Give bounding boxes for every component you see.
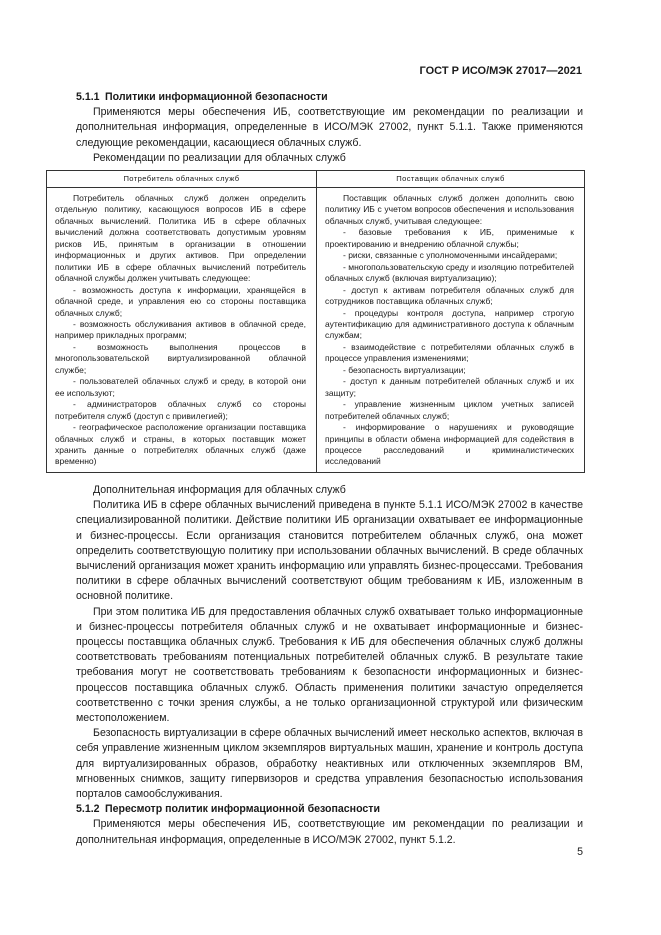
table-paragraph: Потребитель облачных служб должен определить отдельную политику, касающуюся вопросов ИБ в сфере облачных вычислений. Политика ИБ в сфере облачных вычислений должна соответствовать допустимым уровням рисков ИБ, принятым в организации в отношении информационных и других активов. При определении политики ИБ в сфере облачных вычислений потребитель облачной службы должен учитывать следующее: bbox=[55, 193, 306, 284]
paragraph: Политика ИБ в сфере облачных вычислений приведена в пункте 5.1.1 ИСО/МЭК 27002 в качестве специализированной политики. Действие политики ИБ организации охватывает ее информационные и бизнес-процессы. Если организация становится потребителем облачных служб, она может определить соответствующую политику при использовании облачных вычислений. В среде облачных вычислений организация может хранить информацию или управлять бизнес-процессами. Требования политики в сфере облачных вычислений соответствуют общим требованиям к ИБ, изложенным в основной политике. bbox=[76, 499, 583, 603]
document-header: ГОСТ Р ИСО/МЭК 27017—2021 bbox=[419, 65, 582, 77]
section-number: 5.1.1 bbox=[76, 91, 100, 103]
table-header-row bbox=[47, 171, 585, 188]
page-number: 5 bbox=[577, 846, 583, 858]
table-list-item: - базовые требования к ИБ, применимые к проектированию и внедрению облачной службы; bbox=[325, 227, 574, 249]
table-list-item: - возможность выполнения процессов в многопользовательской виртуализированной облачной службе; bbox=[55, 341, 306, 375]
paragraph: Применяются меры обеспечения ИБ, соответствующие им рекомендации по реализации и дополнительная информация, определенные в ИСО/МЭК 27002, пункт 5.1.2. bbox=[76, 818, 583, 846]
table-row bbox=[47, 188, 585, 473]
column-header-provider: Поставщик облачных служб bbox=[317, 171, 585, 188]
consumer-cell bbox=[47, 188, 317, 473]
paragraph: Рекомендации по реализации для облачных служб bbox=[93, 151, 346, 164]
table-list-item: - возможность обслуживания активов в облачной среде, например прикладных программ; bbox=[55, 319, 306, 341]
table-list-item: - безопасность виртуализации; bbox=[343, 364, 466, 375]
table-list-item: - информирование о нарушениях и руководящие принципы в области обмена информацией для содействия в процессе расследований и криминалистических исследований bbox=[325, 422, 574, 467]
column-header-consumer: Потребитель облачных служб bbox=[47, 171, 317, 188]
table-list-item: - доступ к активам потребителя облачных служб для сотрудников поставщика облачных служб; bbox=[325, 284, 574, 307]
table-list-item: - возможность доступа к информации, хранящейся в облачной среде, и управления ею со стороны поставщика облачных служб; bbox=[55, 284, 306, 318]
table-list-item: - процедуры контроля доступа, например строгую аутентификацию для административного доступа к облачным службам; bbox=[325, 307, 574, 341]
table-list-item: - многопользовательскую среду и изоляцию потребителей облачных служб (включая виртуализацию); bbox=[325, 261, 574, 284]
section-title: Политики информационной безопасности bbox=[105, 91, 328, 103]
table-list-item: - администраторов облачных служб со стороны потребителя служб (доступ с привилегией); bbox=[55, 399, 306, 421]
page-content bbox=[55, 90, 583, 848]
table-list-item: - взаимодействие с потребителями облачных служб в процессе управления изменениями; bbox=[325, 341, 574, 364]
paragraph: Применяются меры обеспечения ИБ, соответствующие им рекомендации по реализации и дополнительная информация, определенные в ИСО/МЭК 27002, пункт 5.1.1. Также применяются следующие рекомендации, касающиеся облачных служб. bbox=[76, 106, 583, 149]
section-title: Пересмотр политик информационной безопасности bbox=[105, 803, 380, 816]
subheading: Дополнительная информация для облачных служб bbox=[93, 483, 346, 496]
table-list-item: - управление жизненным циклом учетных записей потребителей облачных служб; bbox=[325, 399, 574, 421]
table-list-item: - пользователей облачных служб и среду, в которой они ее используют; bbox=[55, 376, 306, 398]
paragraph: При этом политика ИБ для предоставления облачных служб охватывает только информационные и бизнес-процессы потребителя облачных служб и не охватывает информационные и бизнес-процессы поставщика облачных служб. Требования к ИБ для обеспечения облачных служб должны соответствовать требованиям потенциальных потребителей облачных служб. В результате такие требования могут не соответствовать требованиям к безопасности информационных и бизнес-процессов поставщика облачных служб. Область применения политики зачастую определяется соответственно с точки зрения службы, а не только организационной структурой или физическим местоположением. bbox=[76, 605, 583, 724]
table-list-item: - риски, связанные с уполномоченными инсайдерами; bbox=[343, 250, 558, 261]
table-list-item: - географическое расположение организации поставщика облачных служб и страны, в которых поставщик может хранить данные о потребителях облачных служб (даже временно) bbox=[55, 422, 306, 467]
recommendations-table bbox=[46, 170, 585, 473]
section-number: 5.1.2 bbox=[76, 803, 100, 816]
section-heading-5-1-1 bbox=[76, 90, 583, 105]
section-heading-5-1-2 bbox=[76, 802, 583, 817]
provider-cell bbox=[317, 188, 585, 473]
table-paragraph: Поставщик облачных служб должен дополнить свою политику ИБ с учетом вопросов обеспечения и использования облачных служб, учитывая следующее: bbox=[325, 193, 574, 226]
table-list-item: - доступ к данным потребителей облачных служб и их защиту; bbox=[325, 376, 574, 398]
paragraph: Безопасность виртуализации в сфере облачных вычислений имеет несколько аспектов, включая в себя управление жизненным циклом экземпляров виртуальных машин, хранение и контроль доступа для виртуализированных образов, обработку неактивных или отключенных экземпляров ВМ, мгновенных снимков, защиту гипервизоров и средства управления безопасностью использования порталов самообслуживания. bbox=[76, 727, 583, 800]
